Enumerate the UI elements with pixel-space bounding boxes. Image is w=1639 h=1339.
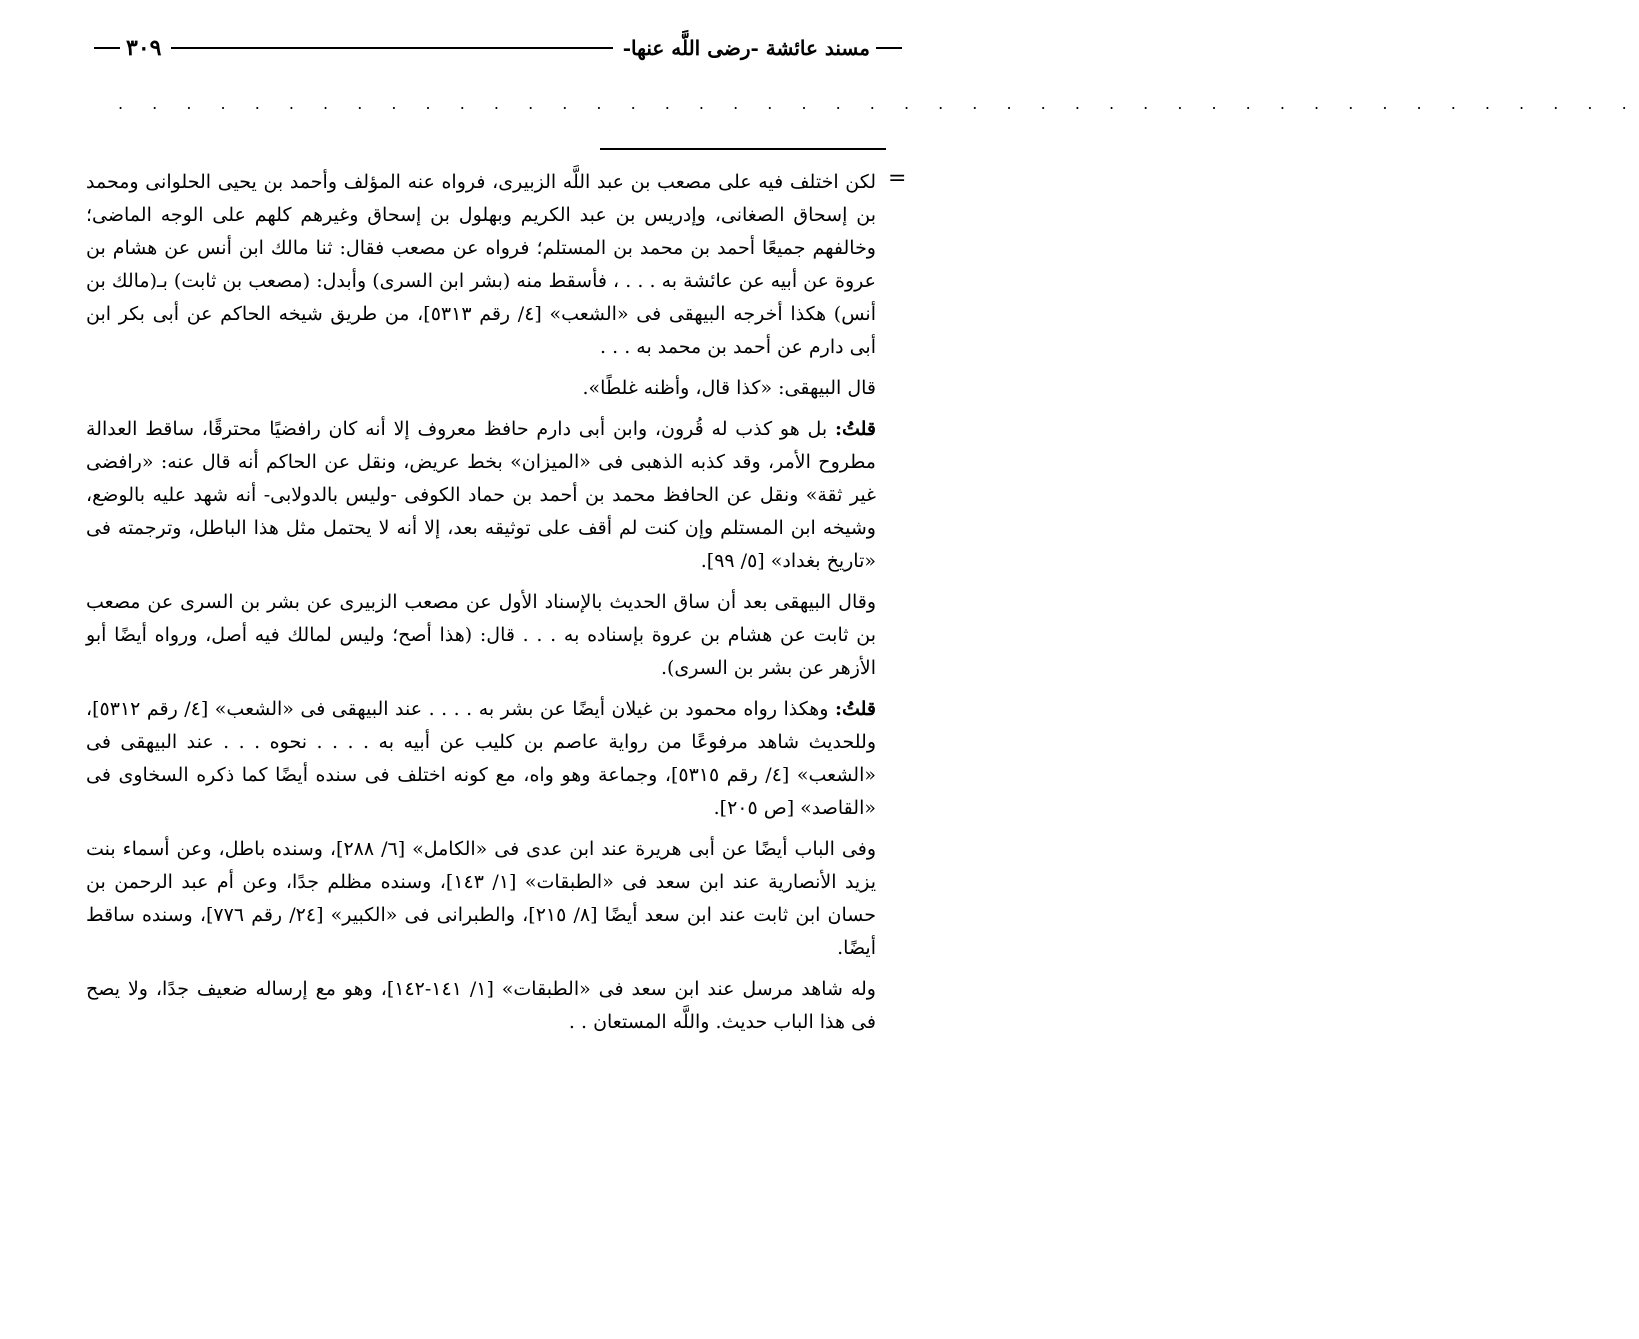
header-dash xyxy=(876,47,902,49)
footnote-paragraph xyxy=(86,973,876,1039)
header-dash xyxy=(94,47,120,49)
footnote-continuation-marker: = xyxy=(888,166,907,191)
paragraph-text: وله شاهد مرسل عند ابن سعد فى «الطبقات» [١/ ١٤١-١٤٢]، وهو مع إرساله ضعيف جدًا، ولا يصح فى هذا الباب حديث. واللَّه المستعان . . xyxy=(86,978,876,1033)
paragraph-text: قال البيهقى: «كذا قال، وأظنه غلطًا». xyxy=(582,377,876,399)
paragraph-lead: قلتُ: xyxy=(834,698,876,720)
page-number: ٣٠٩ xyxy=(126,35,162,61)
paragraph-text: بل هو كذب له قُرون، وابن أبى دارم حافظ معروف إلا أنه كان رافضيًا محترقًا، ساقط العدالة مطروح الأمر، وقد كذبه الذهبى فى «الميزان» بخط عريض، ونقل عن الحاكم أنه قال عنه: «رافضى غير ثقة» ونقل عن الحافظ محمد بن أحمد بن حماد الكوفى -وليس بالدولابى- أنه شهد عليه بالوضع، وشيخه ابن المستلم وإن كنت لم أقف على توثيقه بعد، إلا أنه لا يحتمل مثل هذا الباطل، وترجمته فى «تاريخ بغداد» [٥/ ٩٩]. xyxy=(86,418,876,572)
running-header xyxy=(88,28,908,68)
paragraph-text: لكن اختلف فيه على مصعب بن عبد اللَّه الزبيرى، فرواه عنه المؤلف وأحمد بن يحيى الحلوانى ومحمد بن إسحاق الصغانى، وإدريس بن عبد الكريم وبهلول بن إسحاق وغيرهم كلهم على الوجه الماضى؛ وخالفهم جميعًا أحمد بن محمد بن المستلم؛ فرواه عن مصعب فقال: ثنا مالك ابن أنس عن هشام بن عروة عن أبيه عن عائشة به . . . ، فأسقط منه (بشر ابن السرى) وأبدل: (مصعب بن ثابت) بـ(مالك بن أنس) هكذا أخرجه البيهقى فى «الشعب» [٤/ رقم ٥٣١٣]، من طريق شيخه الحاكم عن أبى بكر ابن أبى دارم عن أحمد بن محمد به . . . xyxy=(86,171,876,358)
footnote-paragraph xyxy=(86,693,876,825)
paragraph-text: وفى الباب أيضًا عن أبى هريرة عند ابن عدى فى «الكامل» [٦/ ٢٨٨]، وسنده باطل، وعن أسماء بنت يزيد الأنصارية عند ابن سعد فى «الطبقات» [١/ ١٤٣]، وسنده مظلم جدًا، وعن أم عبد الرحمن بن حسان ابن ثابت عند ابن سعد أيضًا [٨/ ٢١٥]، والطبرانى فى «الكبير» [٢٤/ رقم ٧٧٦]، وسنده ساقط أيضًا. xyxy=(86,838,877,959)
ellipsis-separator: . . . . . . . . . . . . . . . . . . . . . . . . . . . . . . . . . . . . . . . . . . . . . xyxy=(118,94,1639,113)
paragraph-lead: قلتُ: xyxy=(834,418,876,440)
footnote-paragraph xyxy=(86,372,876,405)
footnote-paragraph xyxy=(86,833,876,965)
header-title: مسند عائشة -رضى اللَّه عنها- xyxy=(622,36,870,60)
footnote-paragraph xyxy=(86,166,876,364)
footnote-paragraph xyxy=(86,586,876,685)
footnote-rule xyxy=(600,148,886,150)
footnote-body xyxy=(86,166,876,1047)
footnote-paragraph xyxy=(86,413,876,578)
paragraph-text: وقال البيهقى بعد أن ساق الحديث بالإسناد الأول عن مصعب الزبيرى عن بشر بن السرى عن مصعب بن ثابت عن هشام بن عروة بإسناده به . . . قال: (هذا أصح؛ وليس لمالك فيه أصل، ورواه أيضًا أبو الأزهر عن بشر بن السرى). xyxy=(86,591,876,679)
paragraph-text: وهكذا رواه محمود بن غيلان أيضًا عن بشر به . . . . عند البيهقى فى «الشعب» [٤/ رقم ٥٣١٢]، وللحديث شاهد مرفوعًا من رواية عاصم بن كليب عن أبيه به . . . . نحوه . . . عند البيهقى فى «الشعب» [٤/ رقم ٥٣١٥]، وجماعة وهو واه، مع كونه اختلف فى سنده أيضًا كما ذكره السخاوى فى «القاصد» [ص ٢٠٥]. xyxy=(86,698,877,819)
header-rule xyxy=(171,47,612,49)
